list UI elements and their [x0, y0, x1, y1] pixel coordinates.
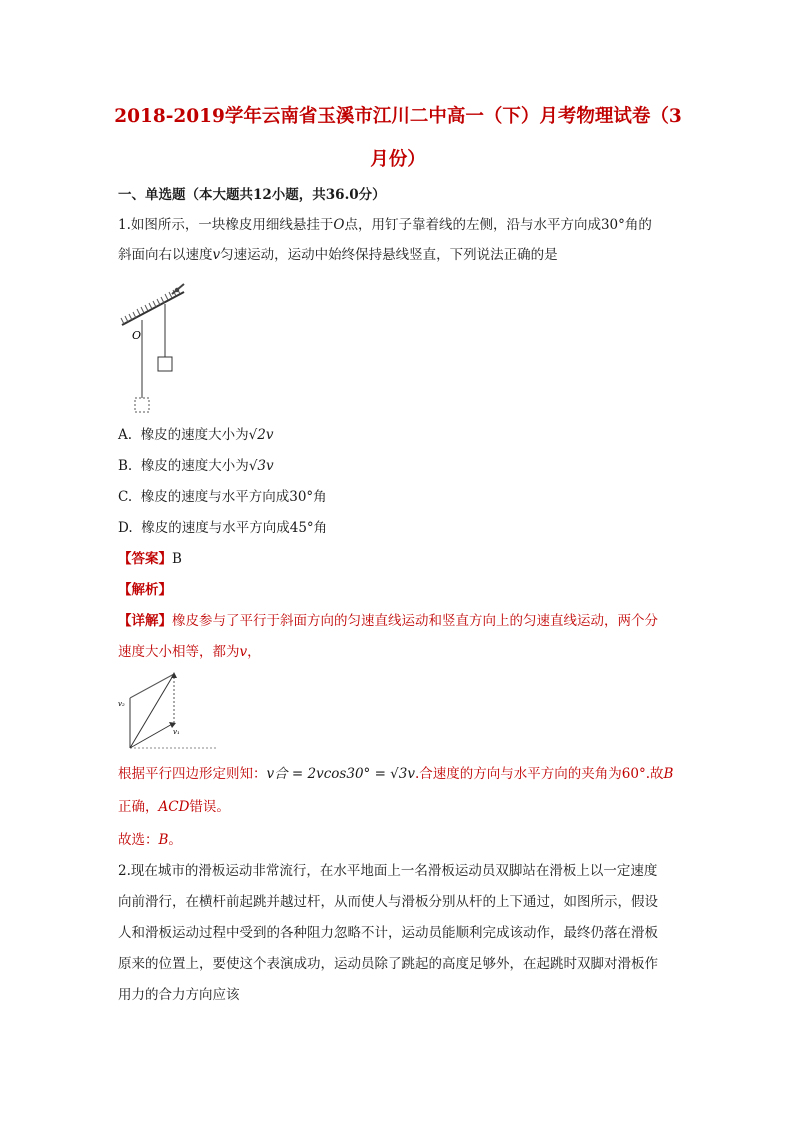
resultant-vector	[130, 674, 174, 748]
option-text: 橡皮的速度与水平方向成	[141, 520, 290, 536]
conclusion-text: 错误。	[189, 799, 230, 815]
answer-tag: 【答案】	[118, 551, 172, 567]
resultant-formula: v合 = 2vcos30° = √3v	[266, 766, 415, 782]
formula-intro: 根据平行四边形定则知：	[118, 766, 267, 782]
detail-line-2	[118, 646, 261, 660]
q1-stem-text: 匀速运动，运动中始终保持悬线竖直，下列说法正确的是	[220, 247, 558, 263]
eraser-current	[158, 357, 172, 371]
q1-option-d	[118, 522, 327, 536]
option-ref: B	[663, 766, 674, 782]
detail-line-1	[118, 615, 658, 629]
option-text: 橡皮的速度与水平方向成	[140, 489, 290, 505]
option-math: 30°角	[289, 489, 327, 505]
choose-text: 故选：	[118, 832, 159, 848]
detail-text: 速度大小相等，都为	[118, 644, 240, 660]
q2-line-3: 人和滑板运动过程中受到的各种阻力忽略不计，运动员能顺利完成该动作，最终仍落在滑板	[118, 925, 658, 941]
velocity-symbol: v	[239, 644, 248, 660]
choose-line	[118, 834, 182, 848]
q1-stem-text: 点，用钉子靠着线的左侧，沿与水平方向成30°角的	[344, 217, 652, 233]
q2-line-5: 用力的合力方向应该	[118, 987, 240, 1003]
point-o-label: O	[132, 329, 142, 342]
option-math: √2v	[248, 427, 274, 443]
option-label: D.	[118, 520, 133, 536]
detail-text: 橡皮参与了平行于斜面方向的匀速直线运动和竖直方向上的匀速直线运动，两个分	[172, 613, 658, 629]
punctuation: ，	[247, 644, 261, 660]
v2-label: v₂	[118, 700, 125, 708]
vector-v1	[130, 723, 174, 748]
option-text: 橡皮的速度大小为	[140, 458, 249, 474]
section-heading: 一、单选题（本大题共12小题，共36.0分）	[118, 187, 386, 203]
q1-option-a	[118, 429, 273, 443]
option-label: B.	[118, 458, 133, 474]
q2-line-4: 原来的位置上，要使这个表演成功，运动员除了跳起的高度足够外，在起跳时双脚对滑板作	[118, 956, 658, 972]
incline-hatching	[121, 288, 180, 324]
q1-velocity-symbol: v	[212, 247, 221, 263]
detail-tag: 【详解】	[118, 613, 172, 629]
q2-line-1: 2.现在城市的滑板运动非常流行，在水平地面上一名滑板运动员双脚站在滑板上以一定速度	[118, 863, 658, 879]
nail-head	[175, 288, 179, 292]
analysis-tag: 【解析】	[118, 582, 172, 598]
option-math: √3v	[248, 458, 274, 474]
q1-point-o: O	[333, 217, 345, 233]
formula-line	[118, 768, 673, 782]
v1-label: v₁	[173, 728, 180, 736]
q1-stem-line-2	[118, 249, 558, 263]
q1-option-b	[118, 460, 274, 474]
option-ref: B	[158, 832, 169, 848]
punctuation: 。	[168, 832, 182, 848]
option-label: A.	[118, 427, 133, 443]
answer-value: B	[172, 551, 182, 567]
q1-stem-line-1	[118, 219, 652, 233]
q1-answer	[118, 553, 182, 567]
q1-stem-text: 斜面向右以速度	[118, 247, 213, 263]
q1-stem-text: 1.如图所示，一块橡皮用细线悬挂于	[118, 217, 334, 233]
option-ref: ACD	[158, 799, 190, 815]
q1-option-c	[118, 491, 327, 505]
exam-title-line-1: 2018-2019学年云南省玉溪市江川二中高一（下）月考物理试卷（3	[114, 106, 682, 127]
conclusion-text: 正确，	[118, 799, 159, 815]
eraser-initial	[135, 398, 149, 412]
conclusion-line	[118, 801, 230, 815]
q1-incline-figure	[112, 280, 202, 415]
option-text: 橡皮的速度大小为	[140, 427, 249, 443]
exam-title-line-2: 月份）	[370, 149, 426, 170]
q2-line-2: 向前滑行，在横杆前起跳并越过杆，从而使人与滑板分别从杆的上下通过，如图所示，假设	[118, 894, 658, 910]
option-label: C.	[118, 489, 133, 505]
q1-velocity-diagram	[116, 668, 220, 752]
incline-surface	[122, 292, 184, 325]
formula-conclusion: .合速度的方向与水平方向的夹角为60°.故	[415, 766, 664, 782]
option-math: 45°角	[289, 520, 328, 536]
